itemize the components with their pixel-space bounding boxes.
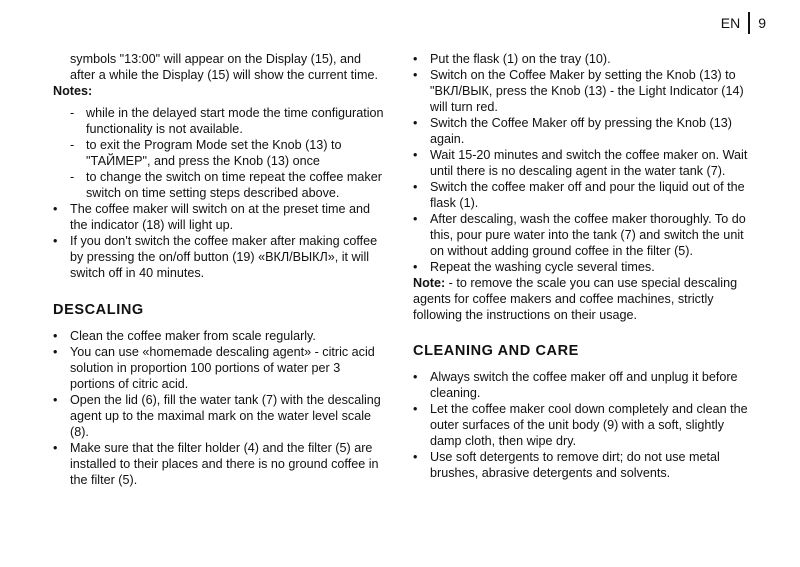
descaling-note: [413, 275, 748, 323]
bullet-item: • Let the coffee maker cool down completely and clean the outer surfaces of the unit body (9) with a soft, slightly damp cloth, then wipe dry.: [413, 401, 748, 449]
language-label: EN: [720, 15, 741, 31]
notes-label: Notes:: [53, 84, 93, 98]
bullet-item: • Clean the coffee maker from scale regularly.: [53, 328, 388, 344]
descaling-list-continued: [413, 51, 748, 275]
note-item: - to change the switch on time repeat the coffee maker switch on time setting steps described above.: [53, 169, 388, 201]
bullet-item: • Make sure that the filter holder (4) and the filter (5) are installed to their places and there is no ground coffee in the filter (5).: [53, 440, 388, 488]
bullet-item: • Switch the coffee maker off and pour the liquid out of the flask (1).: [413, 179, 748, 211]
timer-bullet-list: [53, 201, 388, 281]
bullet-item: • The coffee maker will switch on at the preset time and the indicator (18) will light up.: [53, 201, 388, 233]
note-item: - to exit the Program Mode set the Knob (13) to "ТАЙМЕР", and press the Knob (13) once: [53, 137, 388, 169]
page-number: 9: [758, 15, 766, 31]
notes-list: [53, 105, 388, 201]
bullet-item: • Wait 15-20 minutes and switch the coffee maker on. Wait until there is no descaling agent in the water tank (7).: [413, 147, 748, 179]
bullet-item: • Use soft detergents to remove dirt; do not use metal brushes, abrasive detergents and solvents.: [413, 449, 748, 481]
cleaning-heading: CLEANING AND CARE: [413, 343, 579, 359]
note-label: Note:: [413, 276, 446, 290]
bullet-item: • After descaling, wash the coffee maker thoroughly. To do this, pour pure water into the tank (7) and switch the unit on without adding ground coffee in the filter (5).: [413, 211, 748, 259]
intro-paragraph: symbols "13:00" will appear on the Display (15), and after a while the Display (15) will show the current time.: [70, 52, 378, 82]
bullet-item: • Repeat the washing cycle several times.: [413, 259, 748, 275]
bullet-item: • Open the lid (6), fill the water tank (7) with the descaling agent up to the maximal mark on the water level scale (8).: [53, 392, 388, 440]
note-item: - while in the delayed start mode the time configuration functionality is not available.: [53, 105, 388, 137]
note-text: - to remove the scale you can use special descaling agents for coffee makers and coffee machines, strictly following the instructions on their usage.: [413, 276, 738, 322]
cleaning-list: [413, 369, 748, 481]
bullet-item: • Always switch the coffee maker off and unplug it before cleaning.: [413, 369, 748, 401]
header-divider: [748, 12, 750, 34]
bullet-item: • Put the flask (1) on the tray (10).: [413, 51, 748, 67]
page-header: [721, 12, 766, 34]
bullet-item: • Switch the Coffee Maker off by pressing the Knob (13) again.: [413, 115, 748, 147]
bullet-item: • You can use «homemade descaling agent» - citric acid solution in proportion 100 portions of water per 3 portions of citric acid.: [53, 344, 388, 392]
descaling-list: [53, 328, 388, 488]
right-column: [413, 51, 748, 481]
descaling-heading: DESCALING: [53, 302, 144, 318]
left-column: [53, 51, 388, 488]
bullet-item: • Switch on the Coffee Maker by setting the Knob (13) to "ВКЛ/ВЫК, press the Knob (13) - the Light Indicator (14) will turn red.: [413, 67, 748, 115]
bullet-item: • If you don't switch the coffee maker after making coffee by pressing the on/off button (19) «ВКЛ/ВЫКЛ», it will switch off in 40 minutes.: [53, 233, 388, 281]
